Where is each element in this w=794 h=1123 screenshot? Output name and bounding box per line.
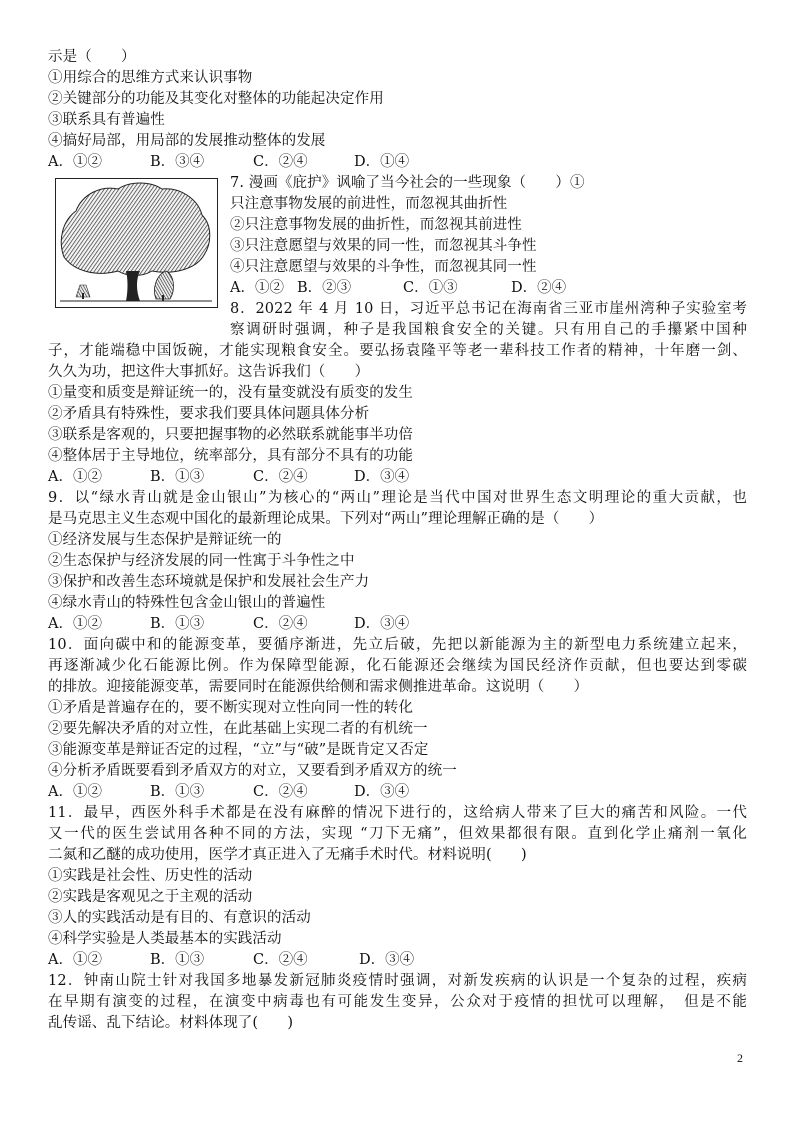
q9-line-1: 9．以“绿水青山就是金山银山”为核心的“两山”理论是当代中国对世界生态文明理论的重大贡献，也 bbox=[48, 490, 747, 506]
q8-line-3: 子，才能端稳中国饭碗，才能实现粮食安全。要弘扬袁隆平等老一辈科技工作者的精神，十年磨一剑、 bbox=[48, 343, 747, 359]
q11-choices bbox=[48, 950, 414, 971]
q11-line-2: 又一代的医生尝试用各种不同的方法，实现 “刀下无痛”，但效果都很有限。直到化学止痛剂一氧化 bbox=[48, 826, 747, 842]
q10-choices bbox=[48, 782, 409, 803]
q6-stem-tail: 示是（ ） bbox=[48, 49, 136, 65]
q7-choice-a: A．①② bbox=[230, 280, 284, 296]
q10-line-1: 10．面向碳中和的能源变革，要循序渐进，先立后破，先把以新能源为主的新型电力系统建立起来， bbox=[48, 637, 747, 653]
q8-option-4: ④整体居于主导地位，统率部分，具有部分不具有的功能 bbox=[48, 448, 413, 464]
q10-option-2: ②要先解决矛盾的对立性，在此基础上实现二者的有机统一 bbox=[48, 721, 428, 737]
q9-option-3: ③保护和改善生态环境就是保护和发展社会生产力 bbox=[48, 574, 370, 590]
q6-choice-b: B．③④ bbox=[150, 154, 205, 170]
q7-choices bbox=[230, 278, 566, 299]
q10-line-3: 的排放。迎接能源变革，需要同时在能源供给侧和需求侧推进革命。这说明（ ） bbox=[48, 679, 589, 695]
q6-option-4: ④搞好局部，用局部的发展推动整体的发展 bbox=[48, 133, 326, 149]
q7-option-1: 只注意事物发展的前进性，而忽视其曲折性 bbox=[230, 196, 508, 212]
q10-choice-a: A．①② bbox=[48, 784, 102, 800]
q10-choice-d: D．③④ bbox=[354, 784, 410, 800]
q9-choice-b: B．①③ bbox=[150, 616, 205, 632]
q9-choices bbox=[48, 614, 409, 635]
q8-option-1: ①量变和质变是辩证统一的，没有量变就没有质变的发生 bbox=[48, 385, 413, 401]
q9-choice-c: C．②④ bbox=[253, 616, 308, 632]
q9-option-4: ④绿水青山的特殊性包含金山银山的普遍性 bbox=[48, 595, 326, 611]
q6-option-1: ①用综合的思维方式来认识事物 bbox=[48, 70, 253, 86]
q11-option-4: ④科学实验是人类最基本的实践活动 bbox=[48, 931, 282, 947]
q8-choice-c: C．②④ bbox=[253, 469, 308, 485]
q8-choice-b: B．①③ bbox=[150, 469, 205, 485]
q8-option-2: ②矛盾具有特殊性，要求我们要具体问题具体分析 bbox=[48, 406, 370, 422]
q10-choice-b: B．①③ bbox=[150, 784, 205, 800]
q11-choice-a: A．①② bbox=[48, 952, 102, 968]
cartoon-tree-image bbox=[55, 178, 218, 308]
q11-option-3: ③人的实践活动是有目的、有意识的活动 bbox=[48, 910, 311, 926]
q8-line-2: 察调研时强调，种子是我国粮食安全的关键。只有用自己的手攥紧中国种 bbox=[230, 322, 747, 338]
q9-option-1: ①经济发展与生态保护是辩证统一的 bbox=[48, 532, 282, 548]
q8-option-3: ③联系是客观的，只要把握事物的必然联系就能事半功倍 bbox=[48, 427, 413, 443]
q10-line-2: 再逐渐减少化石能源比例。作为保障型能源，化石能源还会继续为国民经济作贡献，但也要达到零碳 bbox=[48, 658, 747, 674]
q6-option-2: ②关键部分的功能及其变化对整体的功能起决定作用 bbox=[48, 91, 384, 107]
q7-option-3: ③只注意愿望与效果的同一性，而忽视其斗争性 bbox=[230, 238, 537, 254]
q8-line-4: 久久为功，把这件大事抓好。这告诉我们（ ） bbox=[48, 364, 370, 380]
q6-option-3: ③联系具有普遍性 bbox=[48, 112, 165, 128]
q7-option-2: ②只注意事物发展的曲折性，而忽视其前进性 bbox=[230, 217, 522, 233]
page-number: 2 bbox=[737, 1051, 743, 1065]
q6-choices bbox=[48, 152, 409, 173]
q7-choice-c: C．①③ bbox=[403, 280, 458, 296]
q11-line-3: 二氮和乙醚的成功使用，医学才真正进入了无痛手术时代。材料说明( ) bbox=[48, 847, 527, 863]
q7-stem: 7. 漫画《庇护》讽喻了当今社会的一些现象（ ）① bbox=[230, 175, 585, 191]
q7-option-4: ④只注意愿望与效果的斗争性，而忽视其同一性 bbox=[230, 259, 537, 275]
q10-option-1: ①矛盾是普遍存在的，要不断实现对立性向同一性的转化 bbox=[48, 700, 413, 716]
q11-option-1: ①实践是社会性、历史性的活动 bbox=[48, 868, 253, 884]
q10-option-3: ③能源变革是辩证否定的过程，“立”与“破”是既肯定又否定 bbox=[48, 742, 429, 758]
q9-option-2: ②生态保护与经济发展的同一性寓于斗争性之中 bbox=[48, 553, 355, 569]
q12-line-3: 乱传谣、乱下结论。材料体现了( ) bbox=[48, 1015, 294, 1031]
q8-line-1: 8．2022 年 4 月 10 日，习近平总书记在海南省三亚市崖州湾种子实验室考 bbox=[230, 301, 747, 317]
q11-choice-b: B．①③ bbox=[150, 952, 205, 968]
q7-choice-d: D．②④ bbox=[511, 280, 567, 296]
q11-line-1: 11．最早，西医外科手术都是在没有麻醉的情况下进行的，这给病人带来了巨大的痛苦和风险。一代 bbox=[48, 805, 747, 821]
q10-option-4: ④分析矛盾既要看到矛盾双方的对立，又要看到矛盾双方的统一 bbox=[48, 763, 457, 779]
q8-choice-a: A．①② bbox=[48, 469, 102, 485]
q9-line-2: 是马克思主义生态观中国化的最新理论成果。下列对“两山”理论理解正确的是（ ） bbox=[48, 511, 604, 527]
q7-choice-b: B．②③ bbox=[297, 280, 352, 296]
q11-choice-c: C．②④ bbox=[253, 952, 308, 968]
q9-choice-a: A．①② bbox=[48, 616, 102, 632]
q8-choices bbox=[48, 467, 409, 488]
q10-choice-c: C．②④ bbox=[253, 784, 308, 800]
q9-choice-d: D．③④ bbox=[354, 616, 410, 632]
q11-choice-d: D．③④ bbox=[359, 952, 415, 968]
q12-line-2: 在早期有演变的过程，在演变中病毒也有可能发生变异，公众对于疫情的担忧可以理解， 但是不能 bbox=[48, 994, 747, 1010]
q11-option-2: ②实践是客观见之于主观的活动 bbox=[48, 889, 253, 905]
q6-choice-c: C．②④ bbox=[253, 154, 308, 170]
q6-choice-a: A．①② bbox=[48, 154, 102, 170]
q8-choice-d: D．③④ bbox=[354, 469, 410, 485]
q6-choice-d: D．①④ bbox=[354, 154, 410, 170]
tree-illustration bbox=[56, 179, 216, 306]
q12-line-1: 12．钟南山院士针对我国多地暴发新冠肺炎疫情时强调，对新发疾病的认识是一个复杂的过程，疾病 bbox=[48, 973, 747, 989]
